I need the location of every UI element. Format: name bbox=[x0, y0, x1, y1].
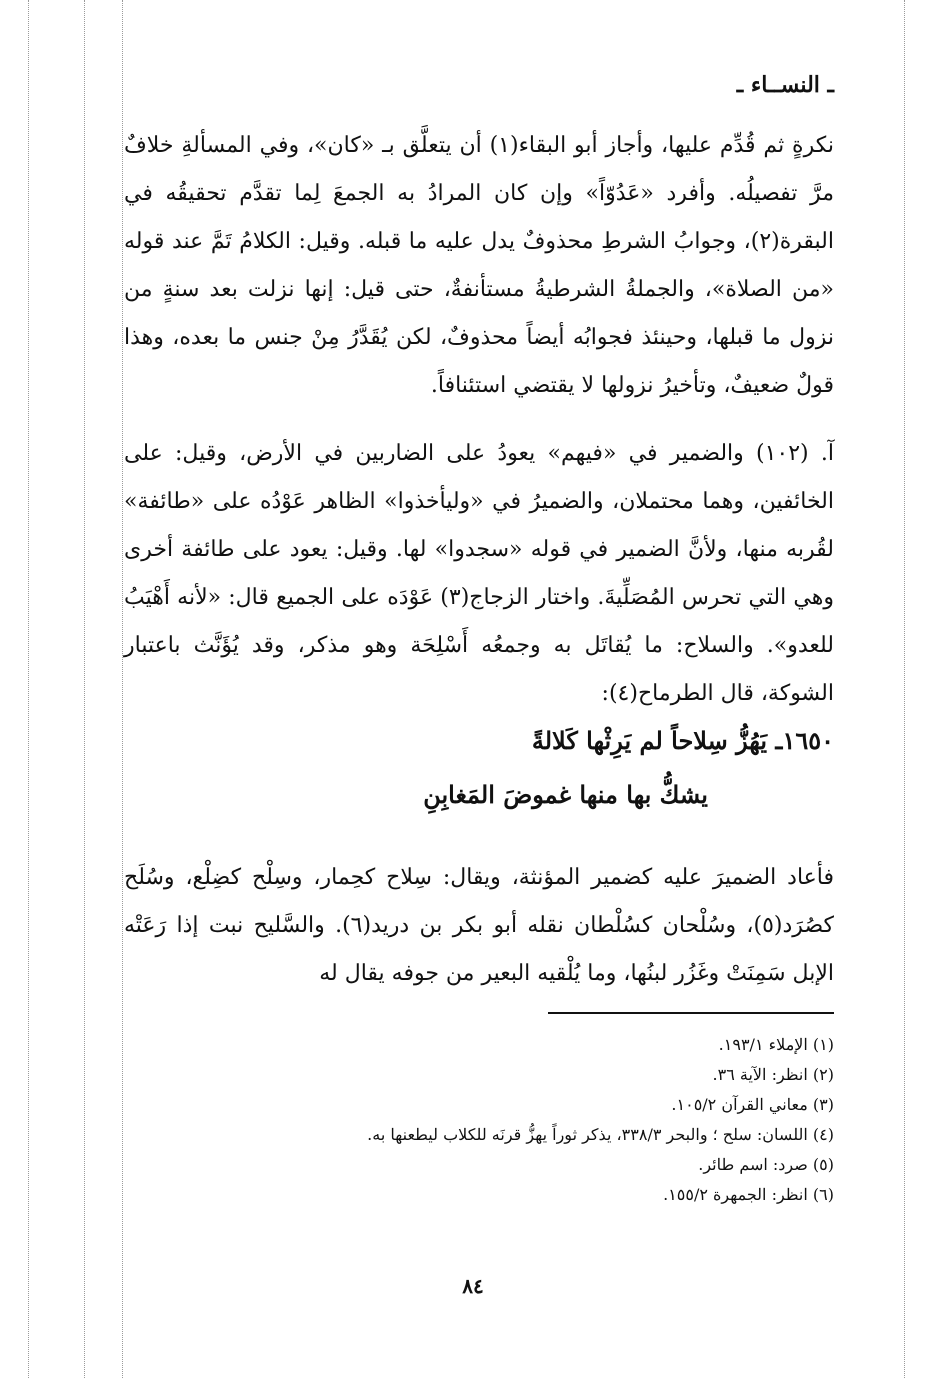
footnote-separator bbox=[548, 1012, 834, 1014]
footnote-3: (٣) معاني القرآن ١٠٥/٢. bbox=[671, 1095, 834, 1114]
footnote-2: (٢) انظر: الآية ٣٦. bbox=[712, 1065, 834, 1084]
verse-line-1 bbox=[134, 726, 834, 755]
margin-guide-line bbox=[904, 0, 905, 1378]
footnote-6: (٦) انظر: الجمهرة ١٥٥/٢. bbox=[663, 1185, 834, 1204]
footnote-4: (٤) اللسان: سلح ؛ والبحر ٣٣٨/٣، يذكر ثوراً يهزُّ قرنَه للكلاب ليطعنها به. bbox=[367, 1125, 834, 1144]
verse-line-2 bbox=[8, 780, 708, 809]
running-header: ـ النســاء ـ bbox=[736, 72, 834, 98]
paragraph-text: فأعاد الضميرَ عليه كضمير المؤنثة، ويقال: سِلاح كحِمار، وسِلْح كضِلْع، وسُلَح كصُرَد(٥)، وسُلْحان كسُلْطان نقله أبو بكر بن دريد(٦). والسَّليح نبت إذا رَعَتْه الإبل سَمِنَتْ وغَزُر لبنُها، وما يُلْقيه البعير من جوفه يقال له bbox=[124, 865, 834, 986]
verse-hemistich-2: يشكُّ بها منها غموضَ المَغابِنِ bbox=[423, 780, 708, 809]
paragraph-3 bbox=[124, 854, 834, 998]
footnote-5: (٥) صرد: اسم طائر. bbox=[698, 1155, 834, 1174]
paragraph-1 bbox=[124, 122, 834, 410]
paragraph-2 bbox=[124, 430, 834, 718]
page-number: ٨٤ bbox=[462, 1274, 484, 1298]
paragraph-text: نكرةٍ ثم قُدِّم عليها، وأجاز أبو البقاء(١) أن يتعلَّق بـ «كان»، وفي المسألةِ خلافٌ مرَّ تفصيلُه. وأفرد «عَدُوّاً» وإن كان المرادُ به الجمعَ لِما تقدَّم تحقيقُه في البقرة(٢)، وجوابُ الشرطِ محذوفٌ يدل عليه ما قبله. وقيل: الكلامُ تَمَّ عند قوله «من الصلاة»، والجملةُ الشرطيةُ مستأنفةٌ، حتى قيل: إنها نزلت بعد سنةٍ من نزول ما قبلها، وحينئذ فجوابُه أيضاً محذوفٌ، لكن يُقَدَّرُ مِنْ جنس ما بعده، وهذا قولٌ ضعيفٌ، وتأخيرُ نزولها لا يقتضي استئنافاً. bbox=[124, 133, 834, 398]
margin-guide-line bbox=[84, 0, 85, 1378]
verse-hemistich-1: يَهُزُّ سِلاحاً لم يَرِثْها كَلالةً bbox=[531, 726, 768, 755]
paragraph-text: آ. (١٠٢) والضمير في «فيهم» يعودُ على الضاربين في الأرض، وقيل: على الخائفين، وهما محتملان، والضميرُ في «وليأخذوا» الظاهر عَوْدُه على «طائفة» لقُربه منها، ولأنَّ الضمير في قوله «سجدوا» لها. وقيل: يعود على طائفة أخرى وهي التي تحرس المُصَلِّيةَ. واختار الزجاج(٣) عَوْدَه على الجميع قال: «لأنه أَهْيَبُ للعدو». والسلاح: ما يُقاتَل به وجمعُه أَسْلِحَة وهو مذكر، وقد يُؤَنَّث باعتبار الشوكة، قال الطرماح(٤): bbox=[124, 441, 834, 706]
verse-number: ١٦٥٠ـ bbox=[775, 726, 834, 755]
footnote-1: (١) الإملاء ١٩٣/١. bbox=[718, 1035, 834, 1054]
margin-guide-line bbox=[28, 0, 29, 1378]
footnotes-list bbox=[114, 1030, 834, 1210]
